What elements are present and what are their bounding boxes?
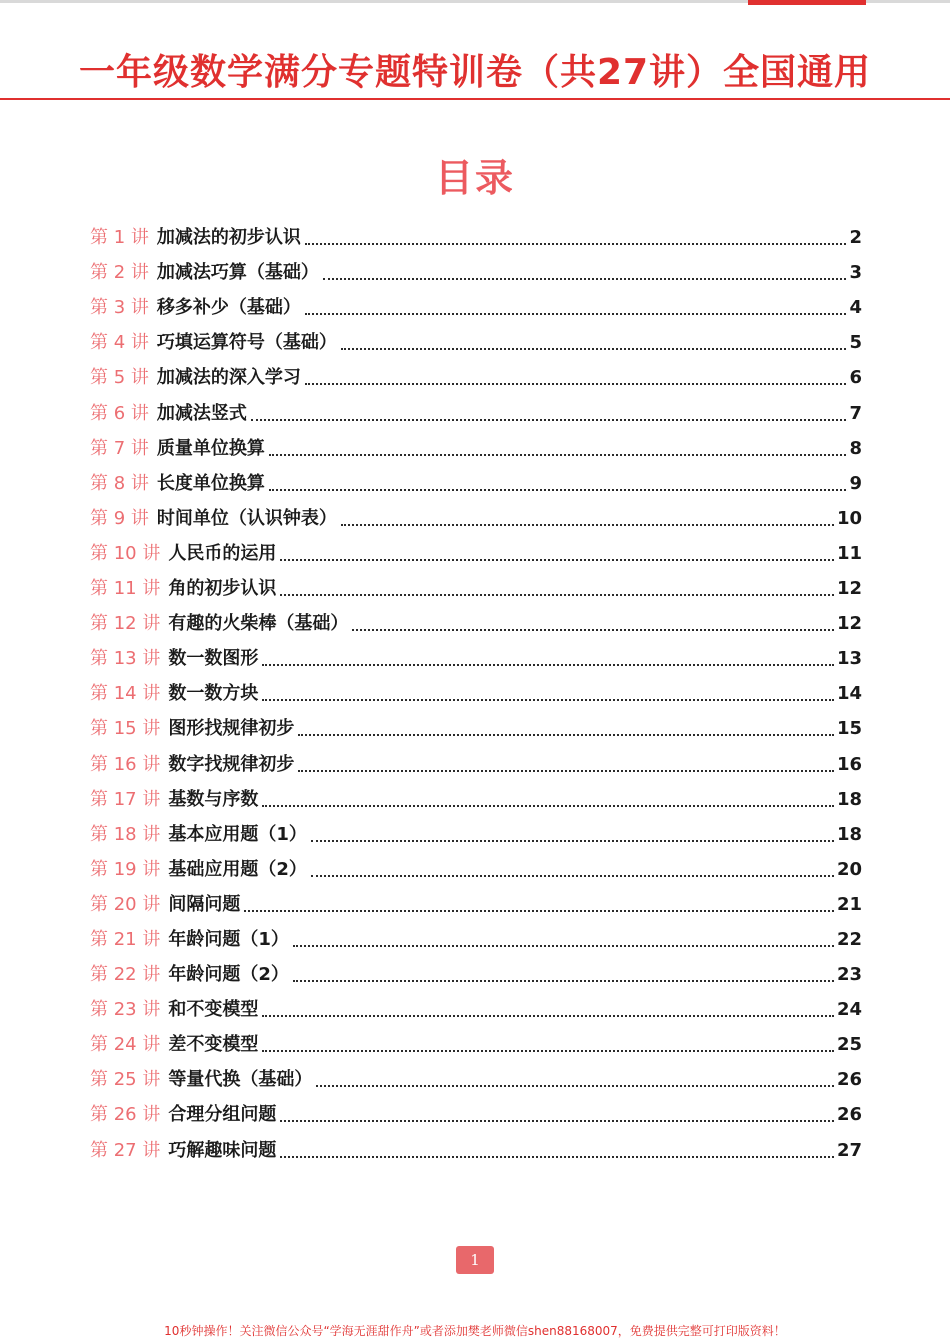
lecture-number: 第 5 讲 xyxy=(90,367,149,389)
lecture-number: 第 24 讲 xyxy=(90,1034,161,1056)
toc-item[interactable] xyxy=(90,466,862,501)
lecture-number: 第 18 讲 xyxy=(90,823,161,845)
lecture-title: 和不变模型 xyxy=(168,999,259,1021)
dot-leader xyxy=(262,1015,834,1017)
lecture-title: 数一数方块 xyxy=(168,683,259,705)
lecture-title: 年龄问题（1） xyxy=(168,928,289,950)
toc-item[interactable] xyxy=(90,817,862,852)
lecture-title: 合理分组问题 xyxy=(168,1104,277,1126)
lecture-number: 第 14 讲 xyxy=(90,683,161,705)
page-number: 8 xyxy=(849,437,862,459)
dot-leader xyxy=(262,664,834,666)
lecture-title: 间隔问题 xyxy=(168,893,241,915)
dot-leader xyxy=(311,840,834,842)
toc-item[interactable] xyxy=(90,1062,862,1097)
page-number: 3 xyxy=(849,262,862,284)
toc-item[interactable] xyxy=(90,992,862,1027)
lecture-title: 巧解趣味问题 xyxy=(168,1139,277,1161)
dot-leader xyxy=(280,594,834,596)
document-title: 一年级数学满分专题特训卷（共27讲）全国通用 xyxy=(78,52,872,93)
lecture-number: 第 26 讲 xyxy=(90,1104,161,1126)
page-number: 4 xyxy=(849,297,862,319)
lecture-title: 加减法的深入学习 xyxy=(156,367,301,389)
toc-item[interactable] xyxy=(90,1027,862,1062)
lecture-number: 第 25 讲 xyxy=(90,1069,161,1091)
dot-leader xyxy=(316,1085,834,1087)
page-number: 21 xyxy=(836,893,862,915)
page-number: 12 xyxy=(836,613,862,635)
dot-leader xyxy=(341,524,834,526)
dot-leader xyxy=(352,629,834,631)
lecture-number: 第 4 讲 xyxy=(90,332,149,354)
lecture-number: 第 23 讲 xyxy=(90,999,161,1021)
header-divider xyxy=(0,98,950,100)
top-accent-bar xyxy=(748,0,866,5)
toc-item[interactable] xyxy=(90,395,862,430)
lecture-title: 时间单位（认识钟表） xyxy=(156,507,337,529)
toc-item[interactable] xyxy=(90,1132,862,1167)
page-number: 27 xyxy=(836,1139,862,1161)
table-of-contents xyxy=(90,220,862,1168)
toc-item[interactable] xyxy=(90,220,862,255)
page-number: 9 xyxy=(849,472,862,494)
page-number: 11 xyxy=(836,542,862,564)
toc-item[interactable] xyxy=(90,606,862,641)
lecture-number: 第 22 讲 xyxy=(90,964,161,986)
lecture-title: 质量单位换算 xyxy=(156,437,265,459)
toc-item[interactable] xyxy=(90,641,862,676)
toc-item[interactable] xyxy=(90,501,862,536)
page-number: 23 xyxy=(836,964,862,986)
lecture-number: 第 16 讲 xyxy=(90,753,161,775)
dot-leader xyxy=(262,805,834,807)
lecture-title: 有趣的火柴棒（基础） xyxy=(168,613,349,635)
lecture-number: 第 3 讲 xyxy=(90,297,149,319)
page-number: 18 xyxy=(836,788,862,810)
toc-item[interactable] xyxy=(90,536,862,571)
lecture-number: 第 19 讲 xyxy=(90,858,161,880)
lecture-title: 年龄问题（2） xyxy=(168,964,289,986)
lecture-title: 巧填运算符号（基础） xyxy=(156,332,337,354)
lecture-number: 第 1 讲 xyxy=(90,227,149,249)
lecture-title: 差不变模型 xyxy=(168,1034,259,1056)
dot-leader xyxy=(298,734,834,736)
dot-leader xyxy=(251,419,847,421)
dot-leader xyxy=(305,313,847,315)
page-number: 25 xyxy=(836,1034,862,1056)
dot-leader xyxy=(269,489,847,491)
lecture-title: 数字找规律初步 xyxy=(168,753,295,775)
toc-item[interactable] xyxy=(90,922,862,957)
lecture-number: 第 15 讲 xyxy=(90,718,161,740)
lecture-number: 第 17 讲 xyxy=(90,788,161,810)
toc-item[interactable] xyxy=(90,360,862,395)
lecture-title: 等量代换（基础） xyxy=(168,1069,313,1091)
page-number: 6 xyxy=(849,367,862,389)
page-number: 15 xyxy=(836,718,862,740)
page-number: 26 xyxy=(836,1069,862,1091)
page-number: 26 xyxy=(836,1104,862,1126)
page-number: 18 xyxy=(836,823,862,845)
dot-leader xyxy=(244,910,834,912)
dot-leader xyxy=(293,980,834,982)
page-number: 5 xyxy=(849,332,862,354)
dot-leader xyxy=(262,699,834,701)
dot-leader xyxy=(323,278,847,280)
toc-item[interactable] xyxy=(90,852,862,887)
lecture-number: 第 9 讲 xyxy=(90,507,149,529)
lecture-number: 第 27 讲 xyxy=(90,1139,161,1161)
lecture-title: 加减法竖式 xyxy=(156,402,247,424)
lecture-number: 第 13 讲 xyxy=(90,648,161,670)
lecture-title: 基本应用题（1） xyxy=(168,823,307,845)
page-number: 10 xyxy=(836,507,862,529)
lecture-number: 第 11 讲 xyxy=(90,578,161,600)
dot-leader xyxy=(280,559,834,561)
toc-item[interactable] xyxy=(90,957,862,992)
toc-item[interactable] xyxy=(90,782,862,817)
toc-item[interactable] xyxy=(90,887,862,922)
dot-leader xyxy=(298,770,834,772)
page-number: 2 xyxy=(849,227,862,249)
dot-leader xyxy=(262,1050,834,1052)
toc-heading: 目录 xyxy=(434,156,515,200)
lecture-title: 加减法的初步认识 xyxy=(156,227,301,249)
lecture-number: 第 20 讲 xyxy=(90,893,161,915)
toc-item[interactable] xyxy=(90,431,862,466)
toc-item[interactable] xyxy=(90,676,862,711)
dot-leader xyxy=(341,348,847,350)
dot-leader xyxy=(305,243,847,245)
lecture-number: 第 12 讲 xyxy=(90,613,161,635)
dot-leader xyxy=(280,1156,834,1158)
lecture-number: 第 6 讲 xyxy=(90,402,149,424)
lecture-title: 图形找规律初步 xyxy=(168,718,295,740)
page-number-badge: 1 xyxy=(456,1246,494,1274)
footer-note: 10秒钟操作！关注微信公众号“学海无涯甜作舟”或者添加樊老师微信shen88168007，免费提供完整可打印版资料！ xyxy=(164,1324,786,1338)
toc-item[interactable] xyxy=(90,746,862,781)
lecture-title: 基础应用题（2） xyxy=(168,858,307,880)
lecture-number: 第 8 讲 xyxy=(90,472,149,494)
lecture-title: 数一数图形 xyxy=(168,648,259,670)
toc-item[interactable] xyxy=(90,290,862,325)
page-number: 14 xyxy=(836,683,862,705)
page-number: 24 xyxy=(836,999,862,1021)
toc-item[interactable] xyxy=(90,711,862,746)
lecture-number: 第 7 讲 xyxy=(90,437,149,459)
dot-leader xyxy=(311,875,834,877)
dot-leader xyxy=(269,454,847,456)
lecture-title: 基数与序数 xyxy=(168,788,259,810)
lecture-title: 人民币的运用 xyxy=(168,542,277,564)
dot-leader xyxy=(293,945,834,947)
dot-leader xyxy=(280,1120,834,1122)
lecture-number: 第 2 讲 xyxy=(90,262,149,284)
lecture-title: 角的初步认识 xyxy=(168,578,277,600)
toc-item[interactable] xyxy=(90,1097,862,1132)
lecture-title: 加减法巧算（基础） xyxy=(156,262,319,284)
toc-item[interactable] xyxy=(90,255,862,290)
page-number: 13 xyxy=(836,648,862,670)
page-number: 12 xyxy=(836,578,862,600)
page-number: 22 xyxy=(836,928,862,950)
page-number: 20 xyxy=(836,858,862,880)
page-number: 7 xyxy=(849,402,862,424)
dot-leader xyxy=(305,383,847,385)
toc-item[interactable] xyxy=(90,325,862,360)
lecture-title: 长度单位换算 xyxy=(156,472,265,494)
lecture-number: 第 10 讲 xyxy=(90,542,161,564)
page-number: 16 xyxy=(836,753,862,775)
toc-item[interactable] xyxy=(90,571,862,606)
lecture-number: 第 21 讲 xyxy=(90,928,161,950)
lecture-title: 移多补少（基础） xyxy=(156,297,301,319)
